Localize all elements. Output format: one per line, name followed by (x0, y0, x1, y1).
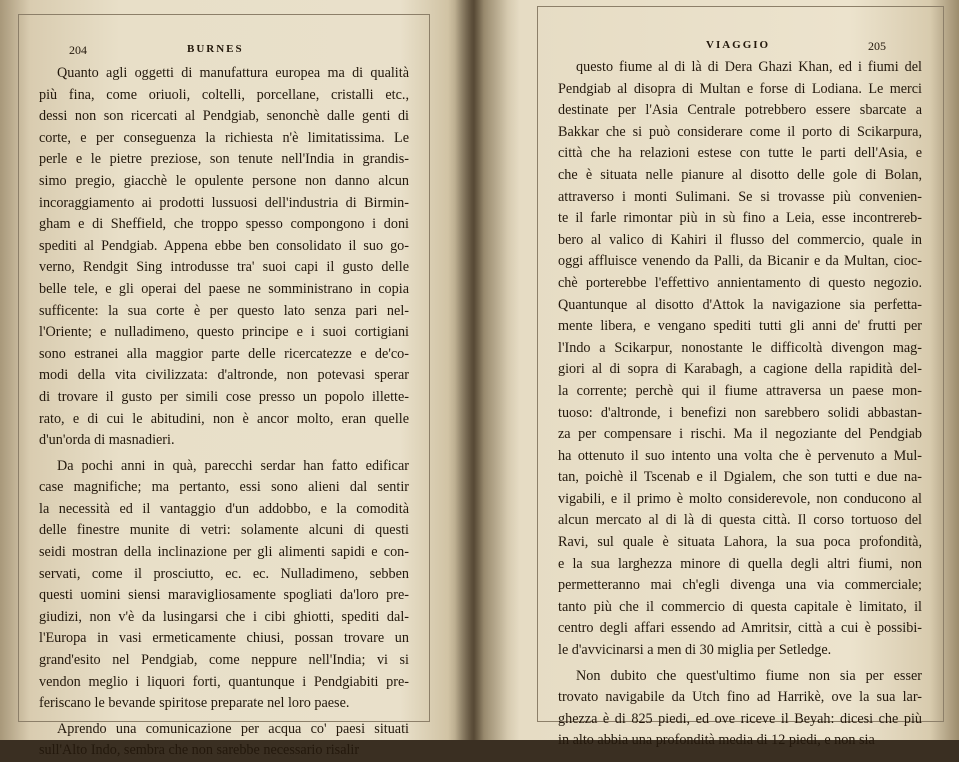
text-line: trovato navigabile da Utch fino ad Harrikè, ove la sua lar- (558, 689, 922, 706)
text-line: sull'Alto Indo, sembra che non sarebbe necessario risalir (39, 742, 360, 759)
text-line: Ravi, sul quale è situata Lahora, la sua poca profondità, (558, 534, 922, 551)
text-line: dessi non son ricercati al Pendgiab, senonchè dalle genti di (39, 108, 409, 125)
text-line: servati, come il prosciutto, ec. ec. Nulladimeno, sebben (39, 565, 409, 582)
text-line: bero al valico di Kahiri il flusso del commercio, quale in (558, 231, 922, 248)
text-line: tanto più che il commercio di questa capitale è limitato, il (558, 598, 922, 615)
text-line: chè porterebbe l'effettivo annientamento di questo negozio. (558, 274, 922, 291)
text-line: corte, e per conseguenza la richiesta n'è limitatissima. Le (39, 129, 409, 146)
text-line: tuoso: d'altronde, i benefizi non sarebbero solidi abbastan- (558, 404, 922, 421)
text-line: Da pochi anni in quà, parecchi serdar han fatto edificar (57, 457, 409, 474)
text-line: Quanto agli oggetti di manufattura europea ma di qualità (57, 65, 409, 81)
text-line: grand'esito nel Pendgiab, come neppure nell'India; vi si (39, 652, 409, 669)
text-line: verno, Rendgit Sing introdusse tra' suoi capi il gusto delle (39, 259, 409, 276)
text-line: centro degli affari essendo ad Amritsir, città a cui è possibi- (558, 620, 922, 637)
text-line: ha ottenuto il suo intento una volta che è pervenuto a Mul- (558, 447, 922, 464)
text-line: destinate per l'Asia Centrale potrebbero essere sbarcate a (558, 102, 922, 119)
text-line: seidi mostran della inclinazione per gli alimenti sapidi e con- (39, 544, 409, 561)
page-number: 205 (868, 39, 886, 53)
book-gutter (448, 0, 508, 740)
paragraph (39, 456, 409, 715)
text-line: questi uomini siensi maravigliosamente spogliati da'loro pre- (39, 587, 409, 604)
text-line: la necessità ed il vantaggio d'un addobbo, e la comodità (39, 500, 409, 517)
paragraph (39, 63, 409, 452)
page-number: 204 (69, 43, 87, 57)
text-line: l'Europa in vasi ermeticamente chiusi, possan trovare un (39, 630, 409, 647)
text-line: più fina, come oriuoli, coltelli, porcellane, cristalli etc., (39, 86, 409, 103)
text-line: simo pregio, giacchè le opulente persone non danno alcun (39, 172, 409, 189)
text-line: Aprendo una comunicazione per acqua co' paesi situati (57, 720, 409, 737)
text-line: Non dubito che quest'ultimo fiume non sia per esser (576, 667, 922, 684)
right-page (537, 6, 944, 749)
paragraph (39, 719, 409, 762)
text-line: e la sua larghezza minore di quella degli altri fiumi, non (558, 555, 922, 572)
text-line: perle e le pietre preziose, son tenute nell'India in grandis- (39, 151, 409, 168)
text-line: za per compensare i rischi. Ma il negoziante del Pendgiab (558, 426, 922, 443)
text-line: delle finestre munite di vetri: solamente alcuni di questi (39, 522, 409, 539)
left-page (18, 14, 430, 759)
text-line: case magnifiche; ma pertanto, essi sono alieni dal sentir (39, 479, 409, 496)
text-line: in alto abbia una profondità media di 12 piedi, e non sia (558, 732, 875, 749)
text-line: vigabili, e il primo è molto considerevole, non conducono al (558, 490, 922, 507)
text-line: che è situata nelle pianure al disotto delle gole di Bolan, (558, 166, 922, 183)
text-line: belle tele, e gli operai del paese ne somministrano in copia (39, 280, 409, 297)
text-line: l'Indo a Scikarpur, nonostante le difficoltà divengon mag- (558, 339, 922, 356)
text-line: città che ha relazioni estese con tutte le parti dell'Asia, e (558, 145, 922, 162)
text-line: feriscano le bevande spiritose preparate nel loro paese. (39, 695, 350, 712)
text-line: l'Oriente; e nulladimeno, questo principe e i suoi cortigiani (39, 324, 409, 341)
paragraph (558, 666, 922, 752)
text-line: permetteranno mai ch'egli divenga una via commerciale; (558, 577, 922, 594)
text-line: le d'avvicinarsi a men di 30 miglia per Setledge. (558, 642, 832, 659)
text-line: modi della vita civilizzata: d'altronde, non potevasi sperar (39, 367, 409, 384)
page-text (39, 63, 409, 762)
text-line: Quantunque al disotto d'Attok la navigazione sia perfetta- (558, 296, 922, 313)
text-line: vendon meglio i liquori forti, quantunque i Pendgiabiti pre- (39, 673, 409, 690)
text-line: ghezza è di 825 piedi, ed ove riceve il Beyah: dicesi che più (558, 710, 922, 727)
text-line: Bakkar che si può considerare come il porto di Scikarpura, (558, 123, 922, 140)
text-line: oggi affluisce venendo da Palli, da Bicanir e da Multan, cioc- (558, 253, 922, 270)
text-line: incoraggiamento ai prodotti lussuosi dell'industria di Birmin- (39, 194, 409, 211)
text-line: sufficente: la sua corte è per questo lato senza pari nel- (39, 302, 409, 319)
text-line: alcun mercato al di là di questa città. Il corso tortuoso del (558, 512, 922, 529)
text-line: questo fiume al di là di Dera Ghazi Khan, ed i fiumi del (576, 59, 922, 75)
text-line: mente libera, e vengano spediti tutti gli anni de' frutti per (558, 318, 922, 335)
text-line: spediti al Pendgiab. Appena ebbe ben consolidato il suo go- (39, 237, 409, 254)
text-line: sono estranei alla maggior parte delle ricercatezze e de'co- (39, 345, 409, 362)
text-line: la corrente; perchè qui il fiume attraversa un paese mon- (558, 382, 922, 399)
text-line: te il farle rimontar più in sù fino a Leia, esse incontrereb- (558, 210, 922, 227)
text-line: di trovare il gusto per simili cose presso un popolo illette- (39, 388, 409, 405)
text-line: attraverso i monti Sulimani. Se si trovasse più convenien- (558, 188, 922, 205)
text-line: tan, poichè il Tscenab e il Dgialem, che son tutti e due na- (558, 469, 922, 486)
text-line: rato, e di cui le abitudini, non è ancor molto, eran quelle (39, 410, 409, 427)
running-head: VIAGGIO (706, 39, 771, 51)
text-line: Pendgiab al disopra di Multan e forse di Lodiana. Le merci (558, 80, 922, 97)
text-line: giori al di sopra di Karabagh, a cagione della rapidità del- (558, 361, 922, 378)
running-head: BURNES (187, 43, 244, 55)
paragraph (558, 57, 922, 662)
text-line: gham e di Sheffield, che troppo spesso compongono i doni (39, 216, 409, 233)
text-line: d'un'orda di masnadieri. (39, 432, 175, 449)
text-line: giudizi, non v'è da lusingarsi che i cibi ghiotti, spediti dal- (39, 608, 409, 625)
page-text (558, 57, 922, 752)
